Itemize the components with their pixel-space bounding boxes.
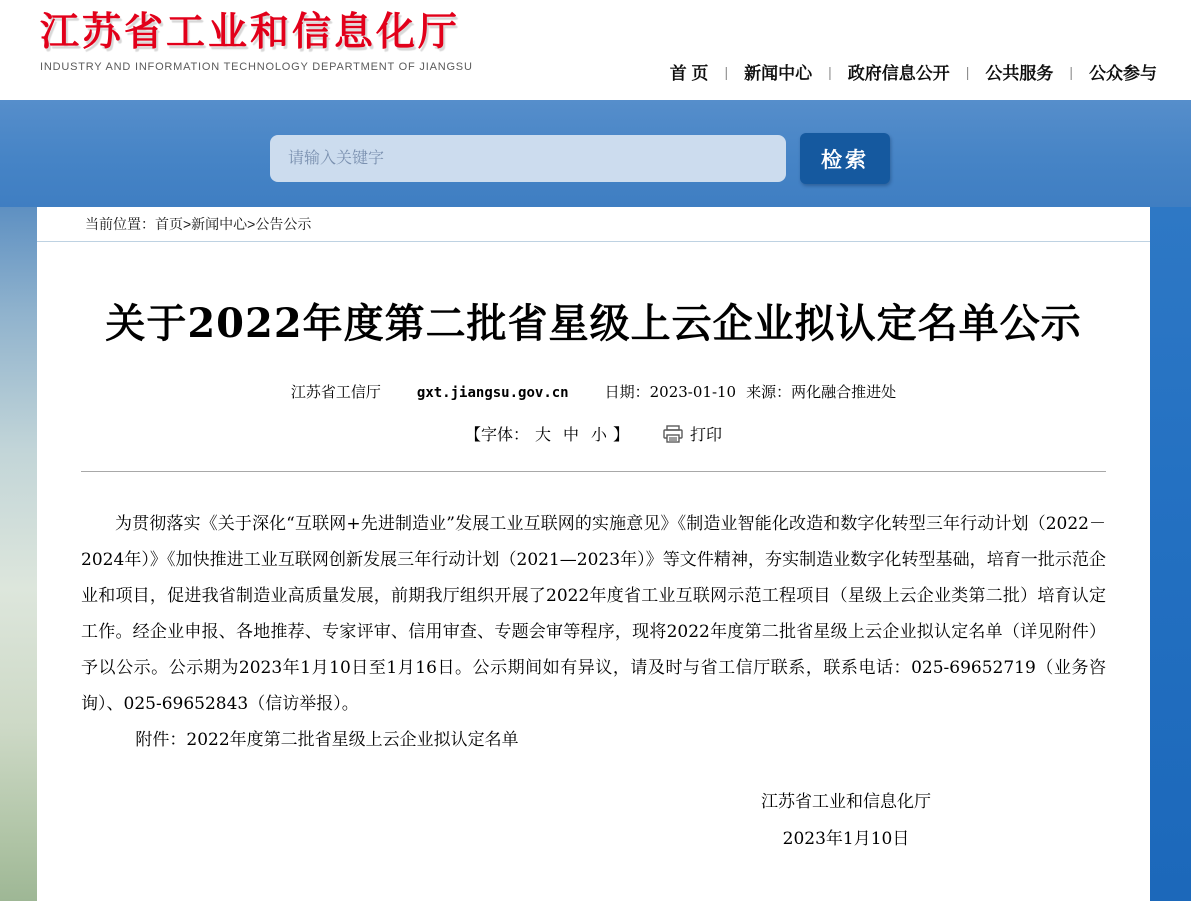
meta-source-dept: 江苏省工信厅 — [290, 383, 381, 401]
search-row — [270, 133, 890, 184]
site-header — [0, 0, 1191, 100]
search-input[interactable] — [270, 135, 786, 182]
content-panel — [37, 207, 1150, 901]
meta-origin: 来源：两化融合推进处 — [746, 383, 897, 401]
breadcrumb — [37, 207, 1150, 242]
print-label: 打印 — [690, 425, 723, 444]
article-meta — [81, 381, 1106, 402]
title-divider — [81, 471, 1106, 472]
nav-separator: | — [1069, 63, 1073, 80]
font-size-medium-button[interactable]: 中 — [562, 425, 579, 444]
search-button[interactable]: 检索 — [800, 133, 890, 184]
breadcrumb-label: 当前位置： — [85, 216, 155, 232]
nav-item-news-center[interactable]: 新闻中心 — [744, 64, 813, 83]
search-band — [0, 100, 1191, 207]
article-body — [81, 506, 1106, 758]
signature-department: 江苏省工业和信息化厅 — [761, 792, 931, 812]
article-paragraph: 为贯彻落实《关于深化“互联网+先进制造业”发展工业互联网的实施意见》《制造业智能化改造和数字化转型三年行动计划（2022－2024年）》《加快推进工业互联网创新发展三年行动计划（2021—2023年）》等文件精神，夯实制造业数字化转型基础，培育一批示范企业和项目，促进我省制造业高质量发展，前期我厅组织开展了2022年度省工业互联网示范工程项目（星级上云企业类第二批）培育认定工作。经企业申报、各地推荐、专家评审、信用审查、专题会审等程序，现将2022年度第二批省星级上云企业拟认定名单（详见附件）予以公示。公示期为2023年1月10日至1月16日。公示期间如有异议，请及时与省工信厅联系，联系电话：025-69652719（业务咨询）、025-69652843（信访举报）。 — [81, 514, 1106, 714]
nav-item-home[interactable]: 首 页 — [669, 64, 709, 83]
site-logo — [40, 10, 473, 73]
nav-separator: | — [724, 63, 729, 80]
meta-date: 日期：2023-01-10 — [604, 383, 737, 401]
font-size-small-button[interactable]: 小 — [591, 425, 608, 444]
logo-subtitle: INDUSTRY AND INFORMATION TECHNOLOGY DEPARTMENT OF JIANGSU — [40, 61, 473, 73]
font-size-suffix: 】 — [613, 425, 630, 444]
font-size-prefix: 【字体： — [464, 425, 529, 444]
main-nav — [670, 59, 1157, 84]
attachment-label: 附件： — [135, 730, 187, 750]
article — [37, 292, 1150, 888]
attachment-line — [81, 722, 1106, 758]
nav-separator: | — [965, 63, 970, 80]
nav-item-public-participation[interactable]: 公众参与 — [1089, 64, 1157, 83]
meta-site-domain: gxt.jiangsu.gov.cn — [416, 385, 569, 401]
nav-item-public-service[interactable]: 公共服务 — [985, 64, 1054, 83]
signature-date: 2023年1月10日 — [782, 829, 910, 849]
nav-item-gov-info[interactable]: 政府信息公开 — [847, 64, 950, 83]
attachment-link[interactable]: 2022年度第二批省星级上云企业拟认定名单 — [186, 730, 519, 750]
font-size-control — [465, 422, 629, 445]
signature-block — [706, 784, 986, 858]
printer-icon — [663, 425, 683, 443]
logo-title: 江苏省工业和信息化厅 — [40, 11, 461, 54]
right-blue-strip — [1150, 207, 1191, 901]
left-scenery-strip — [0, 207, 37, 901]
nav-separator: | — [828, 63, 832, 80]
page-title: 关于2022年度第二批省星级上云企业拟认定名单公示 — [105, 300, 1082, 347]
article-tools — [81, 422, 1106, 445]
print-button[interactable] — [663, 422, 722, 445]
meta-date-origin — [605, 381, 897, 402]
font-size-large-button[interactable]: 大 — [534, 425, 551, 444]
breadcrumb-path[interactable]: 首页>新闻中心>公告公示 — [155, 216, 312, 232]
